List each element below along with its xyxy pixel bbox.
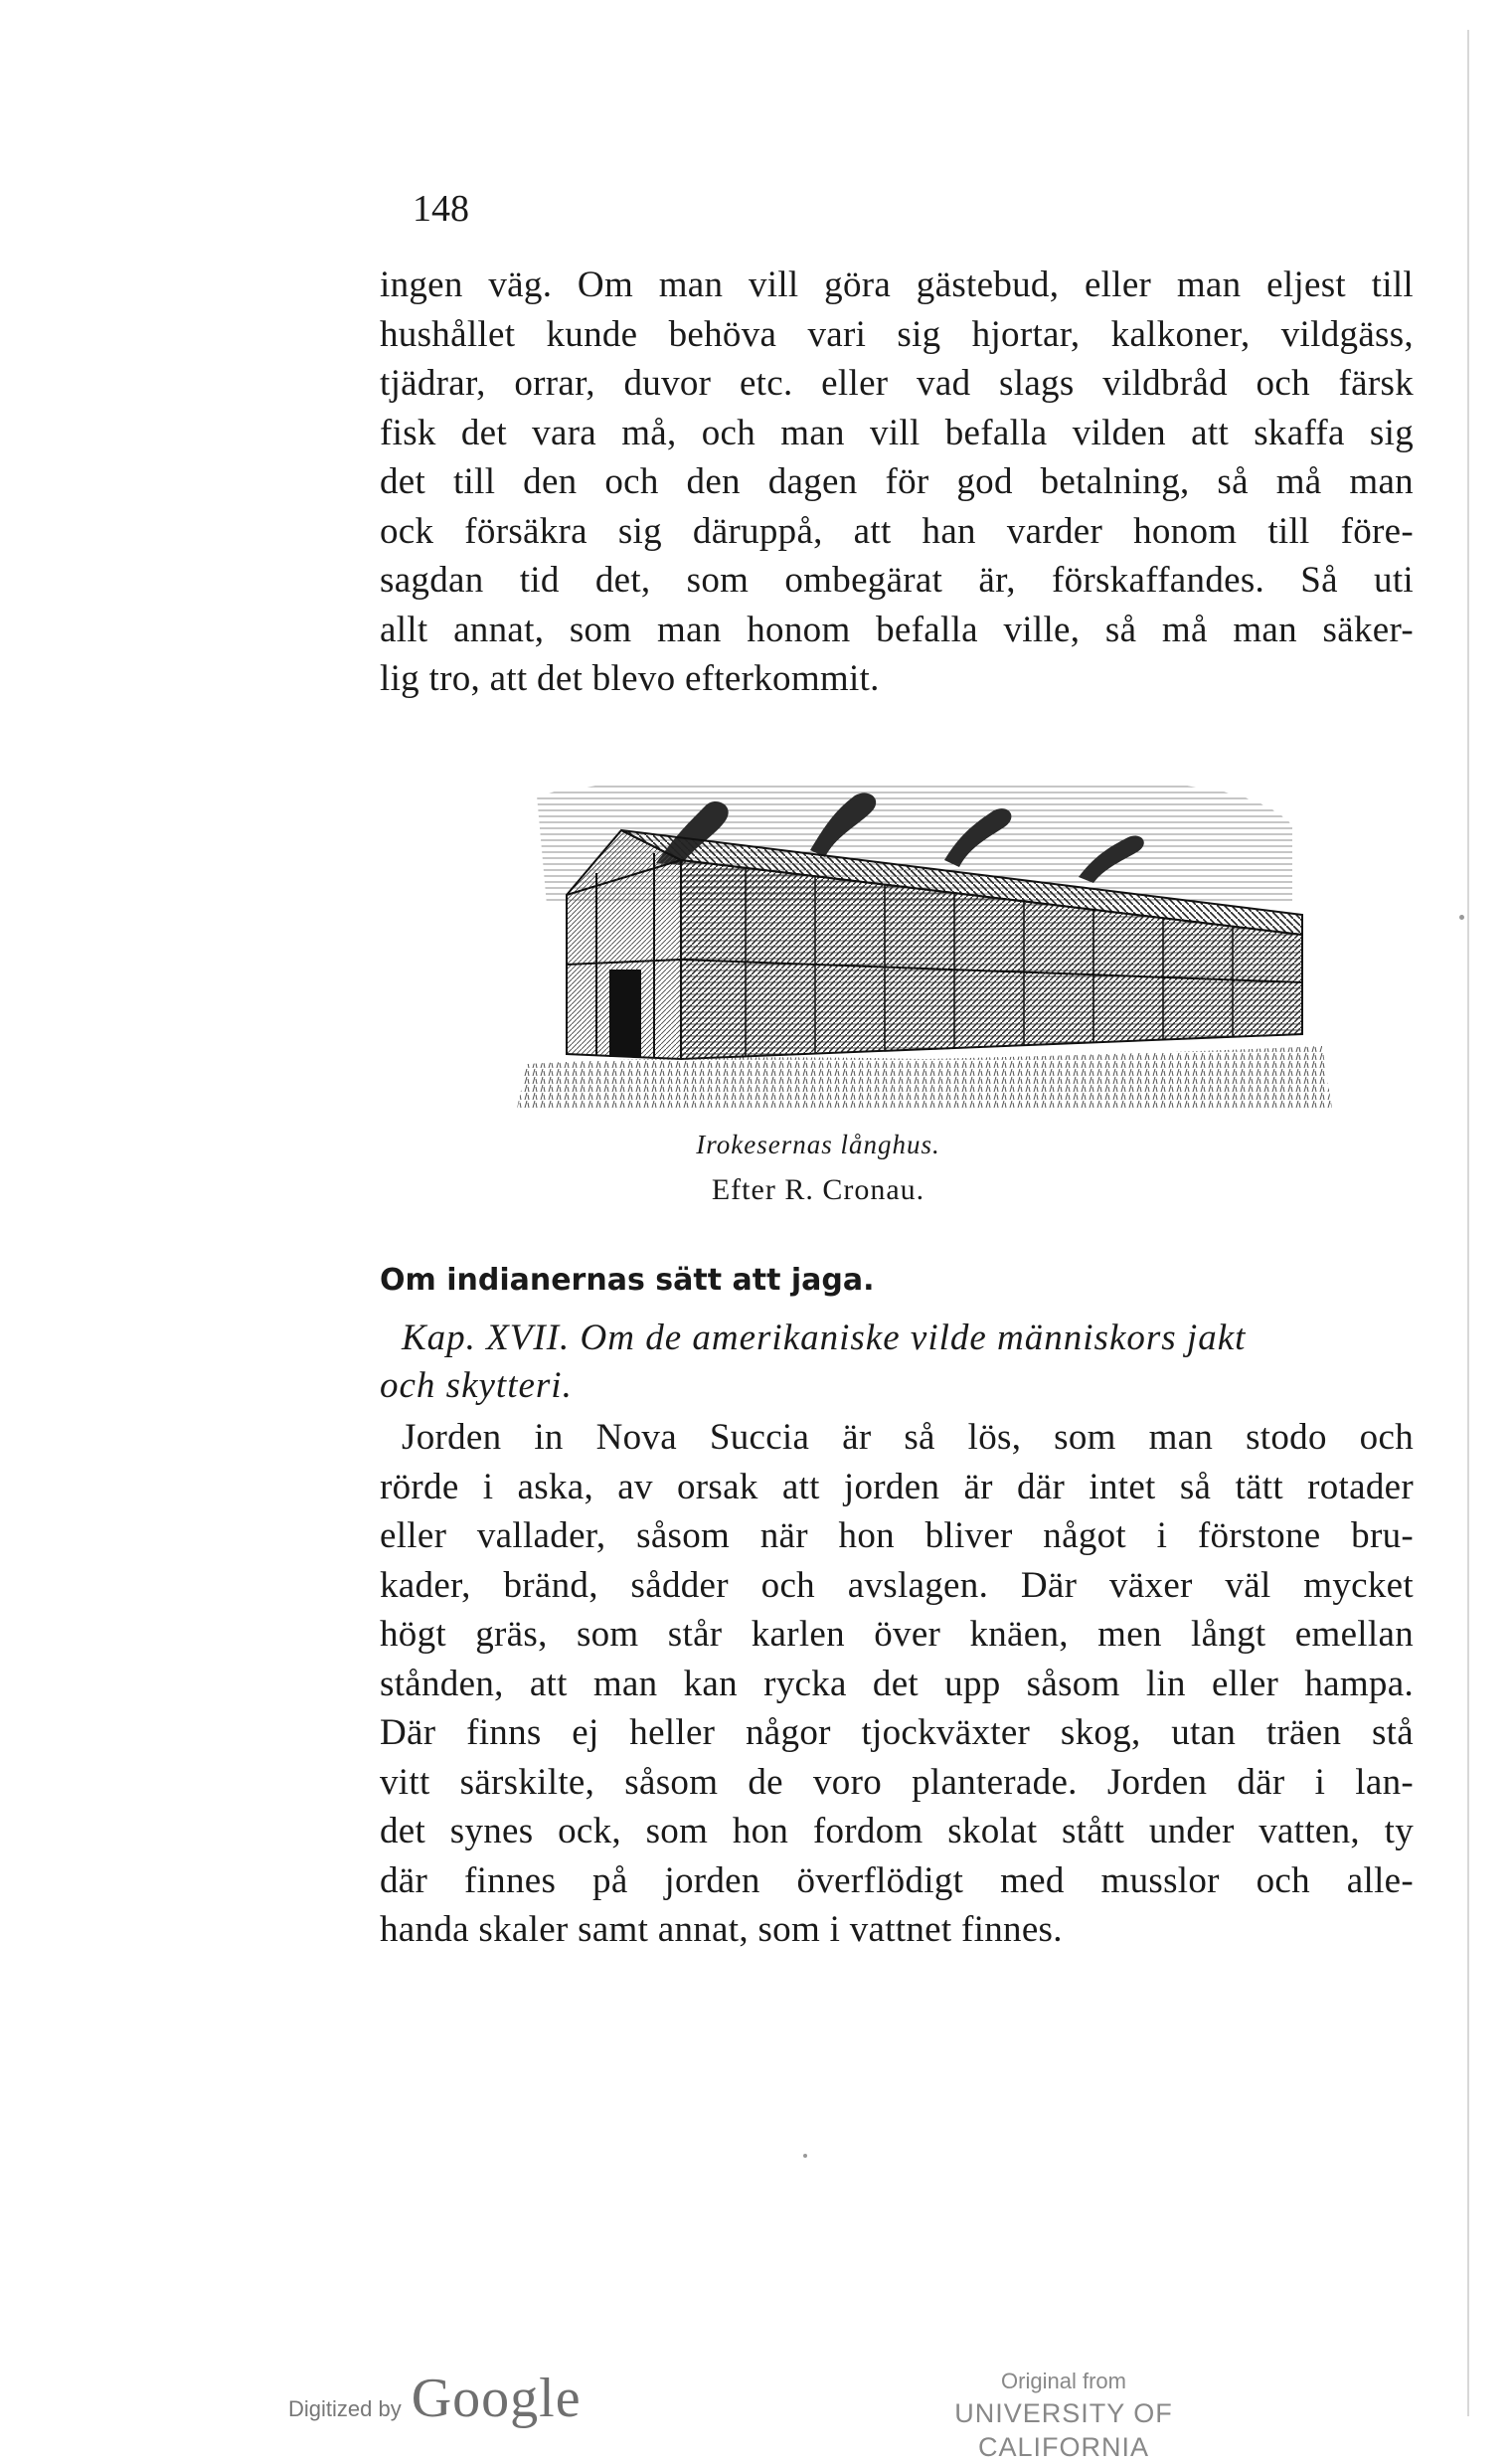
chapter-heading bbox=[380, 1315, 1414, 1410]
original-from-watermark bbox=[875, 2367, 1253, 2464]
digitized-by-watermark bbox=[288, 2367, 582, 2430]
text-line: fisk det vara må, och man vill befalla vilden att skaffa sig bbox=[380, 412, 1414, 453]
figure-caption-credit: Efter R. Cronau. bbox=[711, 1173, 925, 1206]
text-line: tjädrar, orrar, duvor etc. eller vad slags vildbråd och färsk bbox=[380, 363, 1414, 404]
longhouse-engraving bbox=[507, 766, 1332, 1114]
text-line: hushållet kunde behöva vari sig hjortar, kalkoner, vildgäss, bbox=[380, 313, 1414, 355]
page-edge-rule bbox=[1467, 30, 1469, 2416]
text-line: kader, bränd, sådder och avslagen. Där växer väl mycket bbox=[380, 1564, 1414, 1606]
page-number: 148 bbox=[413, 188, 469, 230]
text-line: ingen väg. Om man vill göra gästebud, eller man eljest till bbox=[380, 264, 1414, 305]
text-line: allt annat, som man honom befalla ville, så må man säker- bbox=[380, 609, 1414, 650]
figure-caption-title: Irokesernas långhus. bbox=[696, 1130, 940, 1159]
scan-speck bbox=[803, 2154, 807, 2158]
bottom-paragraph bbox=[380, 1413, 1414, 1955]
text-line: högt gräs, som står karlen över knäen, men långt emellan bbox=[380, 1614, 1414, 1655]
text-line: sagdan tid det, som ombegärat är, förskaffandes. Så uti bbox=[380, 560, 1414, 601]
original-from-label: Original from bbox=[1001, 2369, 1126, 2393]
section-heading: Om indianernas sätt att jaga. bbox=[380, 1263, 875, 1298]
scan-speck bbox=[1459, 915, 1464, 920]
top-paragraph bbox=[380, 261, 1414, 704]
google-logo: Google bbox=[411, 2368, 582, 2429]
text-line: Där finns ej heller någor tjockväxter skog, utan träen stå bbox=[380, 1712, 1414, 1753]
text-line: vitt särskilte, såsom de voro planterade. Jorden där i lan- bbox=[380, 1761, 1414, 1803]
text-line: rörde i aska, av orsak att jorden är där intet så tätt rotader bbox=[380, 1466, 1414, 1507]
text-line: lig tro, att det blevo efterkommit. bbox=[380, 658, 880, 699]
text-line: där finnes på jorden överflödigt med musslor och alle- bbox=[380, 1859, 1414, 1901]
text-line: det till den och den dagen för god betalning, så må man bbox=[380, 461, 1414, 502]
institution-label: UNIVERSITY OF CALIFORNIA bbox=[954, 2398, 1173, 2462]
text-line: det synes ock, som hon fordom skolat stått under vatten, ty bbox=[380, 1811, 1414, 1851]
text-line: stånden, att man kan rycka det upp såsom lin eller hampa. bbox=[380, 1663, 1414, 1704]
text-line: handa skaler samt annat, som i vattnet finnes. bbox=[380, 1909, 1063, 1950]
text-line: eller vallader, såsom när hon bliver något i förstone bru- bbox=[380, 1515, 1414, 1556]
chapter-heading-line: och skytteri. bbox=[380, 1365, 573, 1406]
digitized-by-label: Digitized by bbox=[288, 2396, 402, 2421]
text-line: ock försäkra sig däruppå, att han varder honom till före- bbox=[380, 510, 1414, 552]
chapter-heading-line: Kap. XVII. Om de amerikaniske vilde människors jakt bbox=[402, 1318, 1247, 1358]
text-line: Jorden in Nova Succia är så lös, som man stodo och bbox=[402, 1417, 1414, 1458]
